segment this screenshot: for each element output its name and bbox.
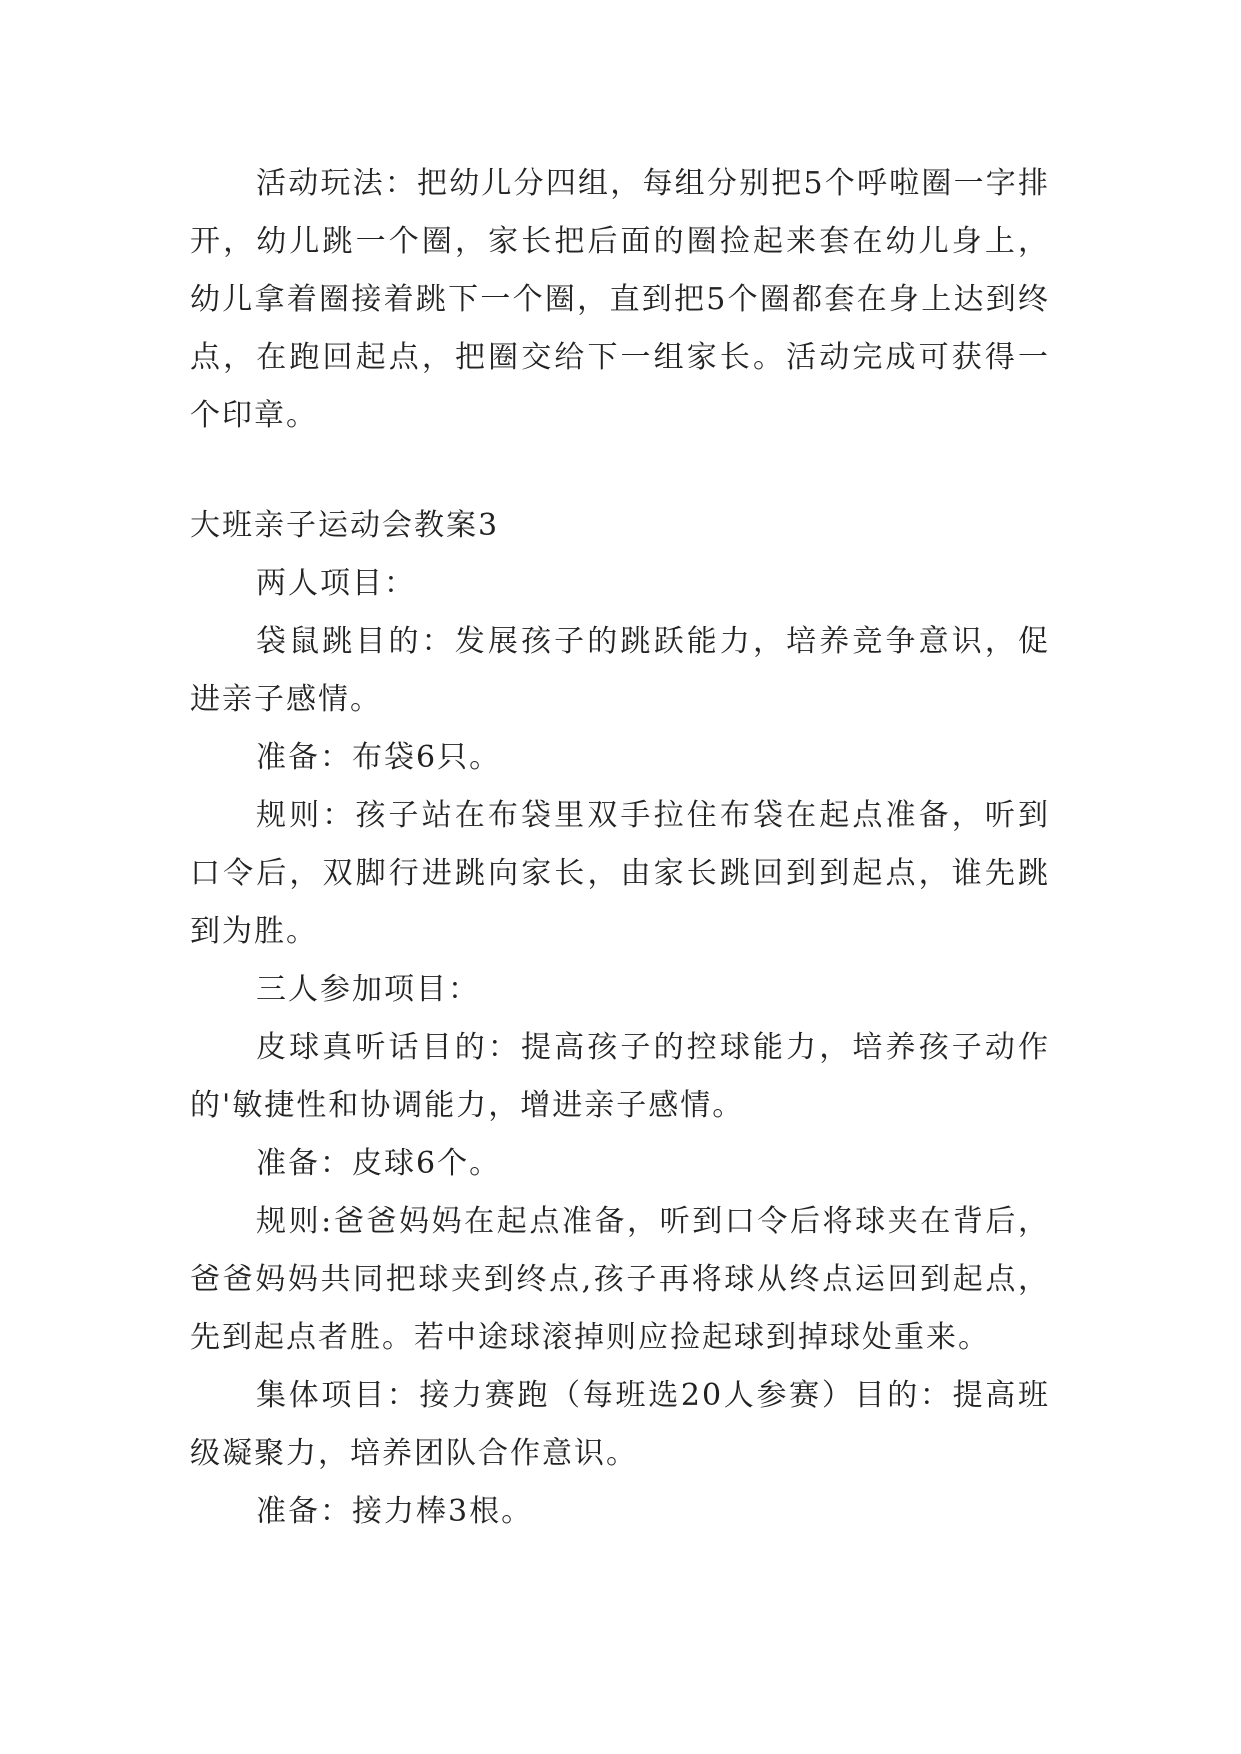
paragraph-two-person-heading: 两人项目： [256,566,416,601]
section-title: 大班亲子运动会教案3 [190,508,500,543]
paragraph-kangaroo-rules: 规则：孩子站在布袋里双手拉住布袋在起点准备，听到口令后，双脚行进跳向家长，由家长跳回到到起点，谁先跳到为胜。 [190,798,1050,949]
paragraph-activity-rules: 活动玩法：把幼儿分四组，每组分别把5个呼啦圈一字排开，幼儿跳一个圈，家长把后面的圈捡起来套在幼儿身上，幼儿拿着圈接着跳下一个圈，直到把5个圈都套在身上达到终点，在跑回起点，把圈交给下一组家长。活动完成可获得一个印章。 [190,166,1050,433]
paragraph-ball-rules: 规则:爸爸妈妈在起点准备，听到口令后将球夹在背后，爸爸妈妈共同把球夹到终点,孩子再将球从终点运回到起点，先到起点者胜。若中途球滚掉则应捡起球到掉球处重来。 [190,1204,1050,1355]
paragraph-ball-purpose: 皮球真听话目的：提高孩子的控球能力，培养孩子动作的'敏捷性和协调能力，增进亲子感情。 [190,1030,1050,1123]
paragraph-kangaroo-purpose: 袋鼠跳目的：发展孩子的跳跃能力，培养竞争意识，促进亲子感情。 [190,624,1050,717]
paragraph-kangaroo-prep: 准备：布袋6只。 [256,740,502,775]
document-body [190,155,1050,1541]
paragraph-relay-prep: 准备：接力棒3根。 [256,1494,534,1529]
paragraph-relay-purpose: 集体项目：接力赛跑（每班选20人参赛）目的：提高班级凝聚力，培养团队合作意识。 [190,1378,1050,1471]
section-spacer [190,445,1050,497]
paragraph-ball-prep: 准备：皮球6个。 [256,1146,502,1181]
paragraph-three-person-heading: 三人参加项目： [256,972,480,1007]
